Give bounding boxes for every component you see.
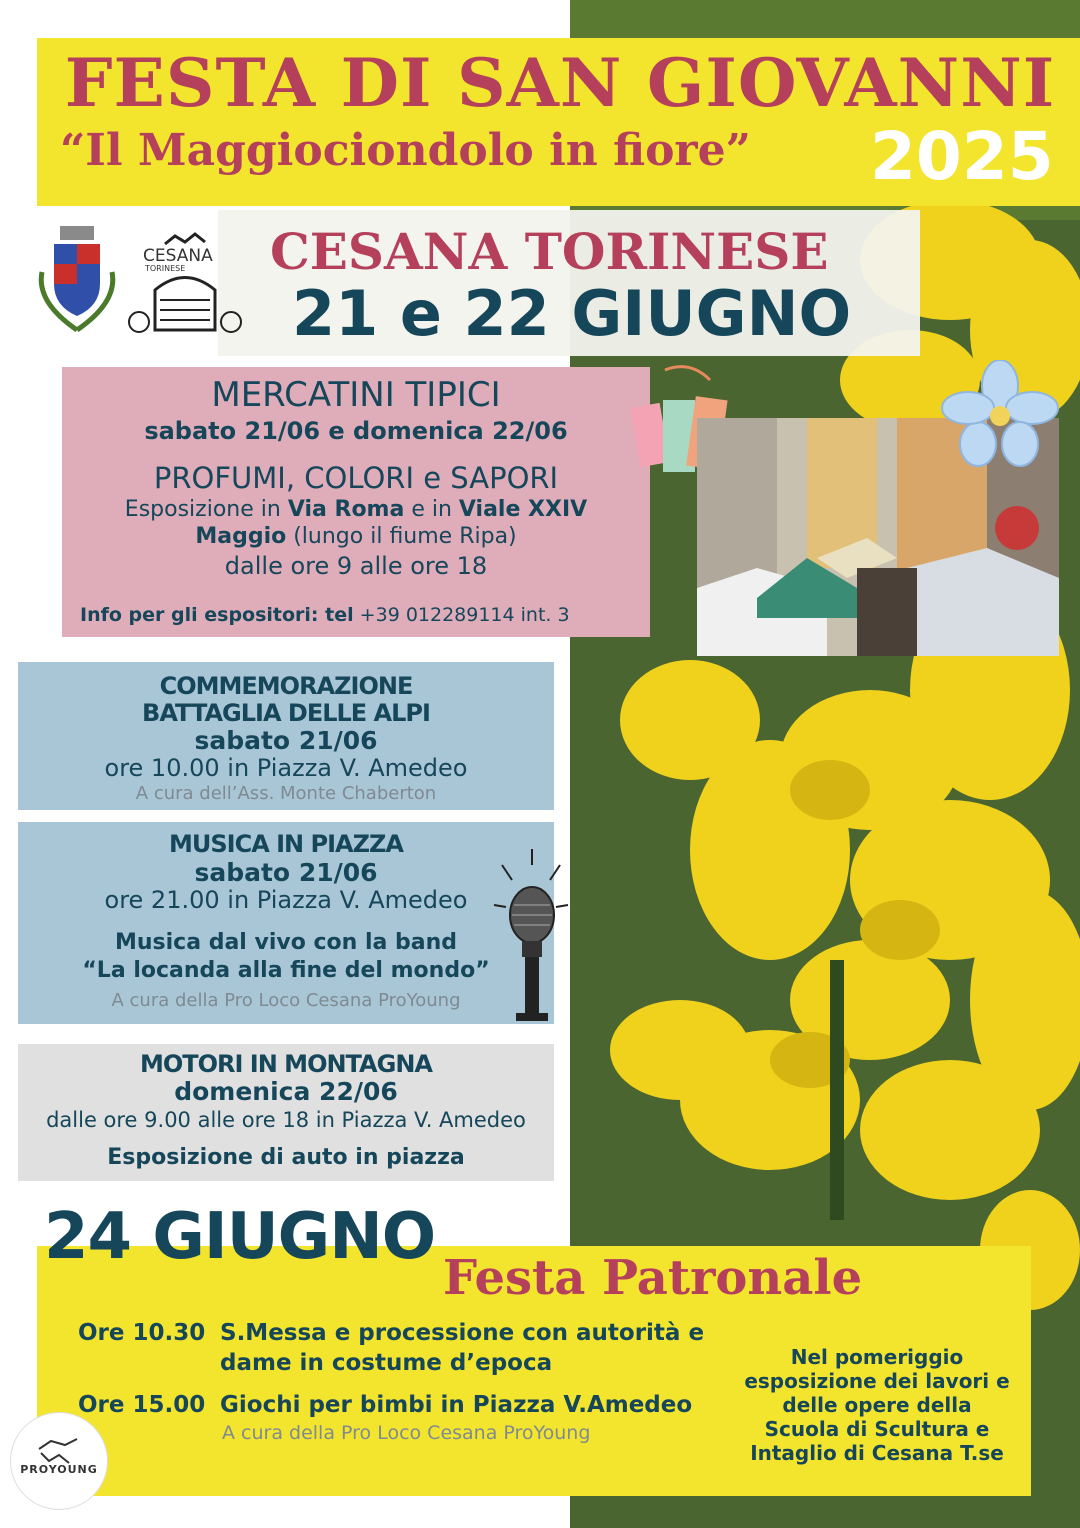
commemoration-section bbox=[18, 662, 554, 810]
market-section bbox=[62, 367, 650, 637]
music-desc-line1: Musica dal vivo con la band bbox=[114, 930, 458, 955]
commemoration-title-line1: COMMEMORAZIONE bbox=[159, 672, 413, 700]
music-day: sabato 21/06 bbox=[194, 858, 378, 887]
event-dates bbox=[292, 277, 851, 350]
market-title: MERCATINI TIPICI bbox=[211, 375, 501, 415]
motors-desc: Esposizione di auto in piazza bbox=[107, 1145, 465, 1170]
patronal-afternoon-note: Nel pomeriggio esposizione dei lavori e delle opere della Scuola di Scultura e Intaglio di Cesana T.se bbox=[744, 1345, 1010, 1465]
event-days: 21 e 22 bbox=[292, 277, 550, 350]
patronal-item2-time: Ore 15.00 bbox=[78, 1392, 206, 1418]
motors-title: MOTORI IN MONTAGNA bbox=[139, 1050, 432, 1078]
cesana-logo-text: CESANA bbox=[143, 246, 213, 266]
cesana-torinese-logo bbox=[125, 230, 245, 345]
patronal-date: 24 GIUGNO bbox=[44, 1200, 436, 1274]
blue-flower-icon bbox=[940, 360, 1060, 468]
commemoration-time: ore 10.00 in Piazza V. Amedeo bbox=[104, 754, 468, 782]
music-title: MUSICA IN PIAZZA bbox=[169, 830, 403, 858]
motors-section bbox=[18, 1044, 554, 1181]
market-days: sabato 21/06 e domenica 22/06 bbox=[144, 417, 568, 445]
patronal-credit: A cura della Pro Loco Cesana ProYoung bbox=[222, 1422, 591, 1444]
proyoung-logo bbox=[10, 1412, 108, 1510]
commemoration-day: sabato 21/06 bbox=[194, 726, 378, 755]
patronal-item2-text: Giochi per bimbi in Piazza V.Amedeo bbox=[220, 1392, 693, 1418]
music-credit: A cura della Pro Loco Cesana ProYoung bbox=[111, 990, 461, 1011]
patronal-item1-time: Ore 10.30 bbox=[78, 1320, 206, 1346]
event-year: 2025 bbox=[870, 118, 1054, 195]
municipal-crest-logo bbox=[32, 222, 122, 337]
market-location-line1: Esposizione in Via Roma e in Viale XXIV bbox=[124, 497, 588, 522]
patronal-item1-text2: dame in costume d’epoca bbox=[220, 1350, 553, 1376]
microphone-icon bbox=[492, 845, 570, 1025]
music-section bbox=[18, 822, 554, 1024]
music-desc-line2: “La locanda alla fine del mondo” bbox=[82, 958, 490, 983]
patronal-item1-text1: S.Messa e processione con autorità e bbox=[220, 1320, 705, 1346]
market-info: Info per gli espositori: tel +39 012289114 int. 3 bbox=[80, 604, 570, 626]
cesana-logo-subtext: TORINESE bbox=[145, 264, 186, 273]
town-name: CESANA TORINESE bbox=[270, 222, 829, 281]
motors-time: dalle ore 9.00 alle ore 18 in Piazza V. Amedeo bbox=[46, 1108, 526, 1132]
market-location-line2: Maggio (lungo il fiume Ripa) bbox=[195, 524, 517, 549]
music-time: ore 21.00 in Piazza V. Amedeo bbox=[104, 886, 468, 914]
commemoration-credit: A cura dell’Ass. Monte Chaberton bbox=[135, 783, 437, 804]
market-subtitle: PROFUMI, COLORI e SAPORI bbox=[153, 461, 559, 495]
commemoration-title-line2: BATTAGLIA DELLE ALPI bbox=[142, 699, 430, 727]
event-subtitle: “Il Maggiociondolo in fiore” bbox=[60, 125, 751, 176]
market-hours: dalle ore 9 alle ore 18 bbox=[224, 552, 488, 580]
proyoung-logo-text: PROYOUNG bbox=[20, 1463, 98, 1476]
event-month: GIUGNO bbox=[571, 277, 852, 350]
patronal-title: Festa Patronale bbox=[443, 1250, 863, 1306]
event-title: FESTA DI SAN GIOVANNI bbox=[64, 44, 1056, 122]
motors-day: domenica 22/06 bbox=[174, 1077, 398, 1106]
